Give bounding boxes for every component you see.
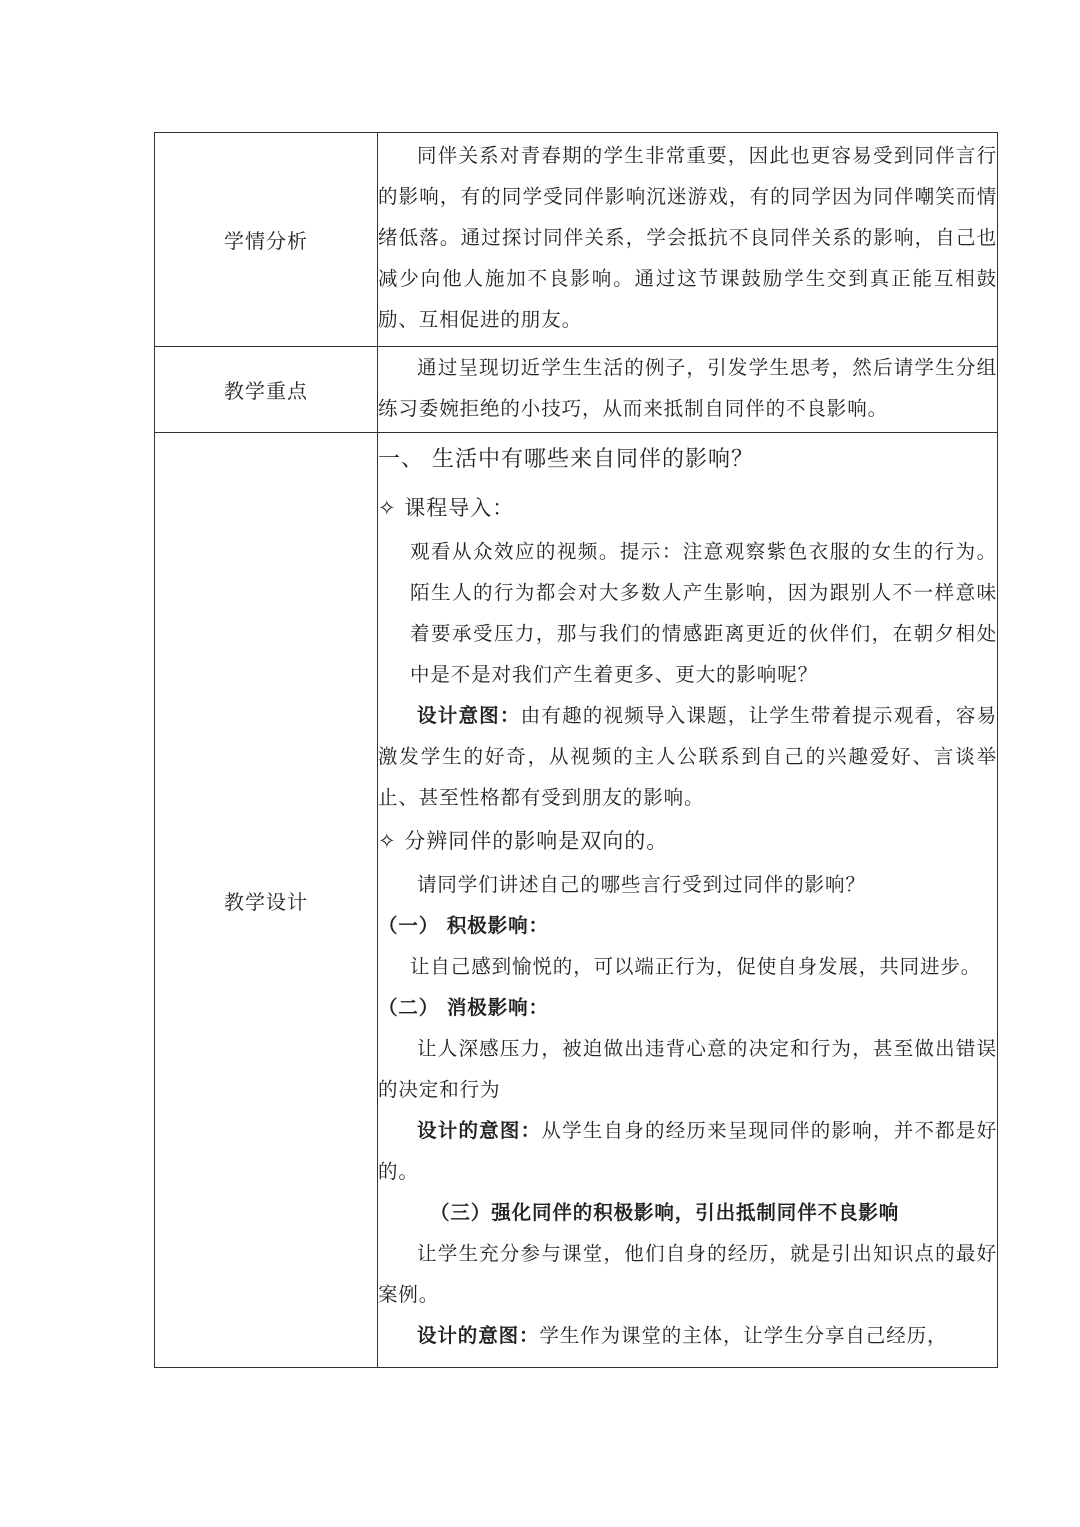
distinguish-heading: ✧ 分辨同伴的影响是双向的。	[378, 829, 669, 853]
row-label-teaching-focus: 教学重点	[155, 347, 378, 433]
section-heading-1: 一、 生活中有哪些来自同伴的影响？	[378, 447, 754, 472]
lesson-plan-table	[154, 132, 998, 1368]
table-row	[155, 433, 998, 1368]
design-intent-3-label: 设计的意图：	[417, 1324, 540, 1347]
design-intent-3	[378, 1315, 997, 1356]
row-content-teaching-focus	[378, 347, 998, 433]
design-intent-1-text: 由有趣的视频导入课题，让学生带着提示观看，容易激发学生的好奇，从视频的主人公联系到自己的兴趣爱好、言谈举止、甚至性格都有受到朋友的影响。	[378, 704, 997, 809]
negative-heading: （二） 消极影响：	[378, 996, 549, 1019]
row-label-teaching-design: 教学设计	[155, 433, 378, 1368]
design-intent-1	[378, 695, 997, 818]
design-intent-3-text: 学生作为课堂的主体，让学生分享自己经历，	[539, 1324, 948, 1347]
teaching-focus-text: 通过呈现切近学生生活的例子，引发学生思考，然后请学生分组练习委婉拒绝的小技巧，从而来抵制自同伴的不良影响。	[378, 356, 997, 420]
negative-text: 让人深感压力，被迫做出违背心意的决定和行为，甚至做出错误的决定和行为	[378, 1037, 997, 1101]
table-row	[155, 133, 998, 347]
table-row	[155, 347, 998, 433]
student-analysis-text: 同伴关系对青春期的学生非常重要，因此也更容易受到同伴言行的影响，有的同学受同伴影响沉迷游戏，有的同学因为同伴嘲笑而情绪低落。通过探讨同伴关系，学会抵抗不良同伴关系的影响，自己也减少向他人施加不良影响。通过这节课鼓励学生交到真正能互相鼓励、互相促进的朋友。	[378, 144, 997, 331]
intro-heading: ✧ 课程导入：	[378, 496, 515, 520]
row-content-teaching-design	[378, 433, 998, 1368]
design-intent-2-label: 设计的意图：	[417, 1119, 542, 1142]
row-content-student-analysis	[378, 133, 998, 347]
strengthen-heading: （三）强化同伴的积极影响，引出抵制同伴不良影响	[430, 1201, 900, 1224]
distinguish-text: 请同学们讲述自己的哪些言行受到过同伴的影响？	[417, 873, 866, 896]
intro-text: 观看从众效应的视频。提示：注意观察紫色衣服的女生的行为。陌生人的行为都会对大多数人产生影响，因为跟别人不一样意味着要承受压力，那与我们的情感距离更近的伙伴们，在朝夕相处中是不是对我们产生着更多、更大的影响呢？	[410, 540, 997, 686]
strengthen-text: 让学生充分参与课堂，他们自身的经历，就是引出知识点的最好案例。	[378, 1242, 997, 1306]
design-intent-1-label: 设计意图：	[417, 704, 521, 727]
design-intent-2	[378, 1110, 997, 1192]
positive-text: 让自己感到愉悦的，可以端正行为，促使自身发展，共同进步。	[410, 955, 982, 978]
positive-heading: （一） 积极影响：	[378, 914, 549, 937]
row-label-student-analysis: 学情分析	[155, 133, 378, 347]
design-intent-2-text: 从学生自身的经历来呈现同伴的影响，并不都是好的。	[378, 1119, 997, 1183]
